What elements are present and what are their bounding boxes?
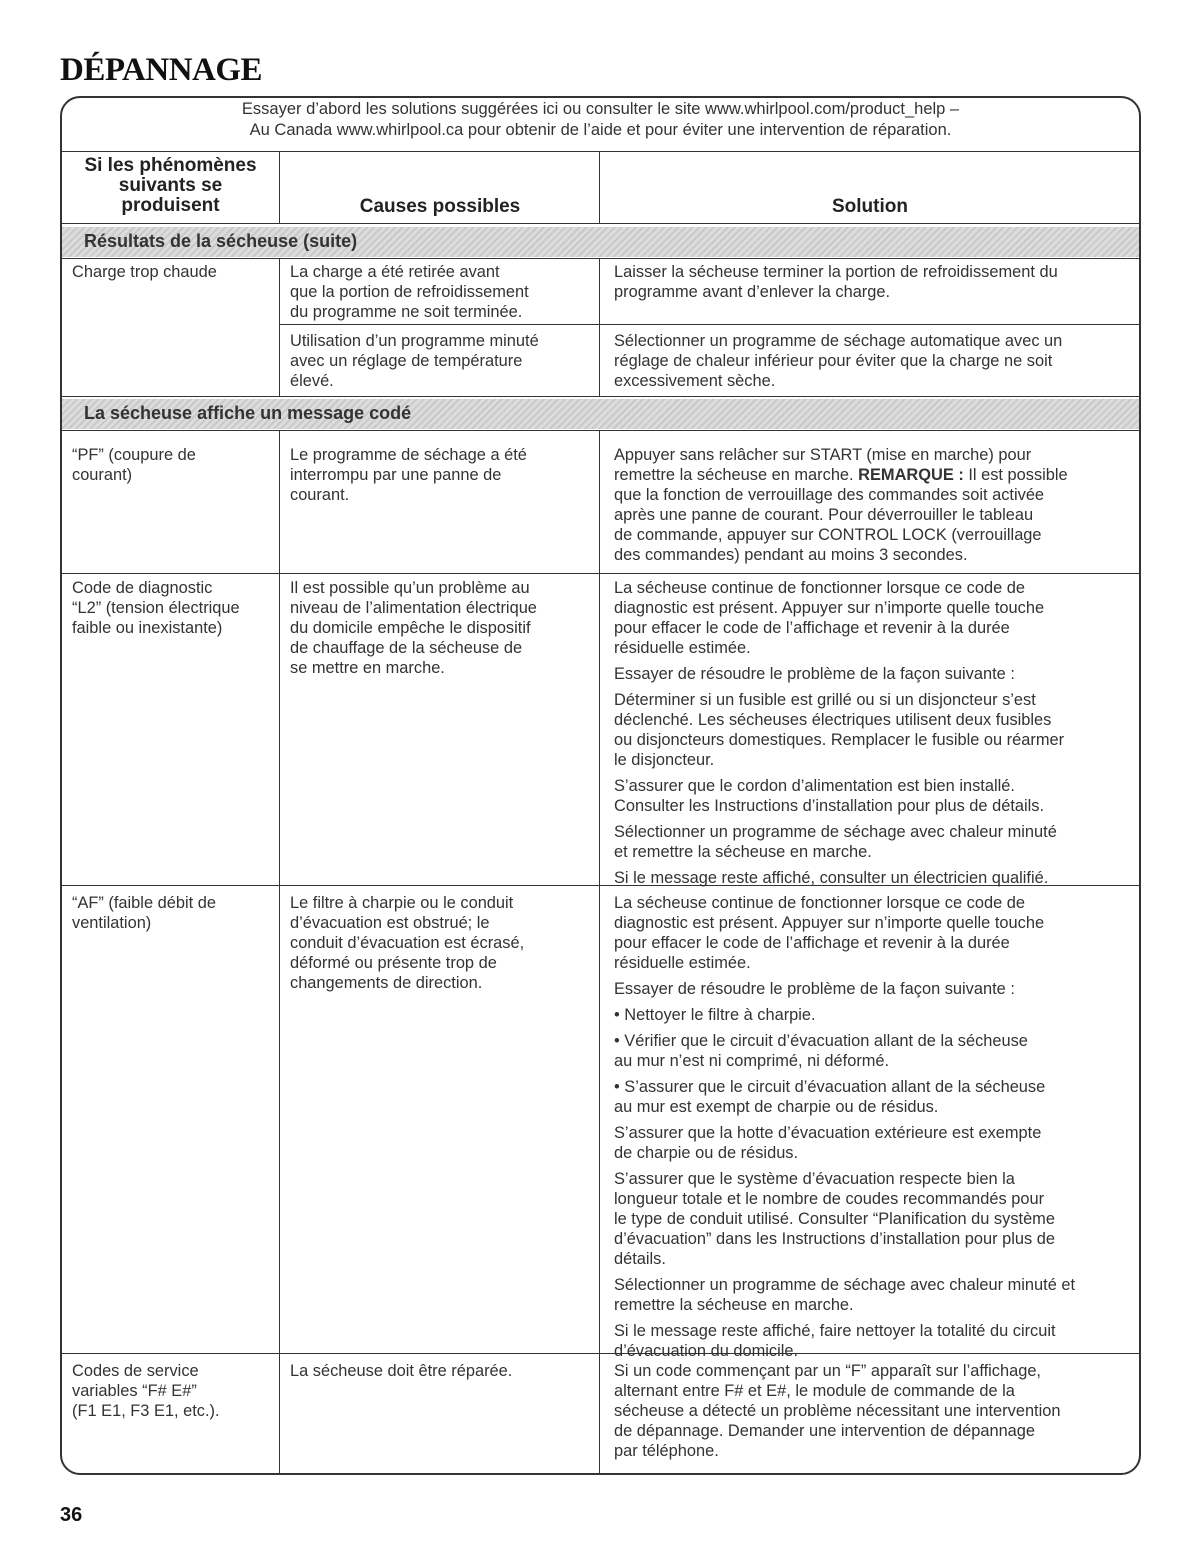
- symptom-cell: [72, 1361, 277, 1421]
- column-divider: [599, 430, 600, 1475]
- cause-cell: [290, 445, 595, 505]
- remark-label: REMARQUE :: [858, 466, 964, 484]
- symptom-cell: [72, 262, 277, 282]
- symptom-text: “AF” (faible débit de ventilation): [72, 894, 216, 932]
- page-number: 36: [60, 1504, 83, 1526]
- symptom-cell: [72, 445, 277, 485]
- table-rule: [62, 223, 1139, 224]
- column-divider: [279, 430, 280, 1475]
- symptom-cell: [72, 893, 277, 933]
- solution-text: [614, 445, 1134, 565]
- cause-text: Utilisation d’un programme minuté avec un réglage de température élevé.: [290, 332, 539, 390]
- solution-text: Essayer de résoudre le problème de la façon suivante :: [614, 665, 1015, 683]
- solution-cell: [614, 445, 1134, 565]
- section-title: La sécheuse affiche un message codé: [84, 403, 412, 423]
- symptom-cell: [72, 578, 277, 638]
- section-header: [62, 227, 1139, 257]
- solution-text-part: Appuyer sans relâcher sur START (mise en marche) pour remettre la sécheuse en marche.: [614, 446, 1032, 484]
- table-rule: [62, 430, 1139, 431]
- solution-text: Si le message reste affiché, consulter un électricien qualifié.: [614, 869, 1049, 887]
- cause-text: Il est possible qu’un problème au niveau de l’alimentation électrique du domicile empêche le dispositif de chauffage de la sécheuse de se mettre en marche.: [290, 579, 537, 677]
- column-divider: [599, 151, 600, 223]
- solution-text: Laisser la sécheuse terminer la portion de refroidissement du programme avant d’enlever la charge.: [614, 263, 1058, 301]
- table-rule: [62, 573, 1139, 574]
- page-title: DÉPANNAGE: [60, 52, 263, 88]
- table-rule: [280, 324, 1139, 325]
- table-rule: [62, 396, 1139, 397]
- solution-text: La sécheuse continue de fonctionner lorsque ce code de diagnostic est présent. Appuyer sur n’importe quelle touche pour effacer le code de l’affichage et revenir à la durée résiduelle estimée.: [614, 894, 1045, 972]
- cause-text: La sécheuse doit être réparée.: [290, 1362, 513, 1380]
- solution-text: Sélectionner un programme de séchage automatique avec un réglage de chaleur inférieur pour éviter que la charge ne soit excessivement sèche.: [614, 332, 1063, 390]
- column-divider: [279, 151, 280, 223]
- cause-text: La charge a été retirée avant que la portion de refroidissement du programme ne soit terminée.: [290, 263, 529, 321]
- intro-text: [60, 99, 1141, 141]
- solution-text: Si un code commençant par un “F” apparaît sur l’affichage, alternant entre F# et E#, le module de commande de la sécheuse a détecté un problème nécessitant une intervention de dépannage. Demander une intervention de dépannage par téléphone.: [614, 1362, 1061, 1460]
- cause-cell: [290, 578, 595, 678]
- solution-text: Sélectionner un programme de séchage avec chaleur minuté et remettre la sécheuse en marche.: [614, 1276, 1076, 1314]
- solution-cell: [614, 578, 1134, 888]
- cause-cell: [290, 893, 595, 993]
- bullet-item: • Vérifier que le circuit d’évacuation allant de la sécheuse au mur n’est ni comprimé, ni déformé.: [614, 1032, 1028, 1070]
- symptom-text: Codes de service variables “F# E#” (F1 E1, F3 E1, etc.).: [72, 1362, 220, 1420]
- solution-text: S’assurer que le système d’évacuation respecte bien la longueur totale et le nombre de coudes recommandés pour le type de conduit utilisé. Consulter “Planification du système d’évacuation” dans les Instructions d’installation pour plus de détails.: [614, 1170, 1055, 1268]
- solution-text: S’assurer que la hotte d’évacuation extérieure est exempte de charpie ou de résidus.: [614, 1124, 1042, 1162]
- solution-cell: [614, 1361, 1134, 1461]
- solution-cell: [614, 262, 1134, 302]
- solution-text: Si le message reste affiché, faire nettoyer la totalité du circuit d’évacuation du domicile.: [614, 1322, 1056, 1360]
- column-divider: [279, 258, 280, 396]
- section-header: [62, 399, 1139, 429]
- solution-text: S’assurer que le cordon d’alimentation est bien installé. Consulter les Instructions d’installation pour plus de détails.: [614, 777, 1045, 815]
- cause-cell: [290, 262, 595, 322]
- cause-text: Le programme de séchage a été interrompu par une panne de courant.: [290, 446, 527, 504]
- solution-text: Sélectionner un programme de séchage avec chaleur minuté et remettre la sécheuse en marche.: [614, 823, 1057, 861]
- column-header-symptoms: Si les phénomènes suivants se produisent: [84, 155, 257, 216]
- table-rule: [62, 151, 1139, 152]
- symptom-text: “PF” (coupure de courant): [72, 446, 196, 484]
- solution-text: Essayer de résoudre le problème de la façon suivante :: [614, 980, 1015, 998]
- solution-text-part: Il est possible que la fonction de verrouillage des commandes soit activée après une panne de courant. Pour déverrouiller le tableau de commande, appuyer sur CONTROL LOCK (verrouillage des commandes) pendant au moins 3 secondes.: [614, 466, 1068, 564]
- cause-cell: [290, 331, 595, 391]
- bullet-item: • Nettoyer le filtre à charpie.: [614, 1006, 816, 1024]
- intro-line-2: Au Canada www.whirlpool.ca pour obtenir de l’aide et pour éviter une intervention de réparation.: [249, 121, 952, 139]
- cause-cell: [290, 1361, 595, 1381]
- solution-text: Déterminer si un fusible est grillé ou si un disjoncteur s’est déclenché. Les sécheuses électriques utilisent deux fusibles ou disjoncteurs domestiques. Remplacer le fusible ou réarmer le disjoncteur.: [614, 691, 1065, 769]
- section-title: Résultats de la sécheuse (suite): [84, 231, 358, 251]
- column-header-solution: Solution: [832, 196, 908, 217]
- bullet-item: • S’assurer que le circuit d’évacuation allant de la sécheuse au mur est exempt de charpie ou de résidus.: [614, 1078, 1046, 1116]
- symptom-text: Charge trop chaude: [72, 263, 217, 281]
- solution-text: La sécheuse continue de fonctionner lorsque ce code de diagnostic est présent. Appuyer sur n’importe quelle touche pour effacer le code de l’affichage et revenir à la durée résiduelle estimée.: [614, 579, 1045, 657]
- column-header-causes: Causes possibles: [359, 196, 521, 217]
- intro-line-1: Essayer d’abord les solutions suggérées ici ou consulter le site www.whirlpool.com/product_help –: [241, 100, 960, 118]
- cause-text: Le filtre à charpie ou le conduit d’évacuation est obstrué; le conduit d’évacuation est écrasé, déformé ou présente trop de changements de direction.: [290, 894, 525, 992]
- table-rule: [62, 258, 1139, 259]
- symptom-text: Code de diagnostic “L2” (tension électrique faible ou inexistante): [72, 579, 240, 637]
- solution-cell: [614, 893, 1139, 1361]
- solution-cell: [614, 331, 1134, 391]
- column-divider: [599, 258, 600, 396]
